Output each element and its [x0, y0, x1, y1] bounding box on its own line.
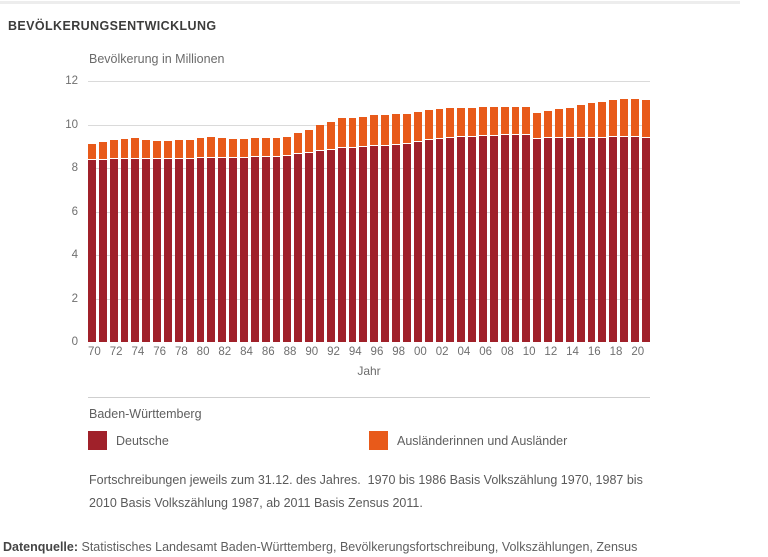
- x-tick-slot-2007: [495, 346, 498, 358]
- segment-auslaender-2018: [609, 100, 617, 137]
- segment-auslaender-2005: [468, 108, 476, 137]
- segment-deutsche-2010: [522, 135, 530, 342]
- segment-auslaender-1981: [207, 137, 215, 158]
- bar-1992: [327, 122, 335, 342]
- x-tick-2012: 12: [544, 346, 558, 358]
- bar-2017: [598, 102, 606, 342]
- segment-deutsche-1977: [164, 159, 172, 342]
- segment-deutsche-1976: [153, 159, 161, 342]
- segment-deutsche-2021: [642, 138, 650, 342]
- bar-1996: [370, 115, 378, 342]
- segment-deutsche-2015: [577, 138, 585, 342]
- x-tick-1996: 96: [370, 346, 384, 358]
- segment-auslaender-1992: [327, 122, 335, 150]
- bar-2018: [609, 100, 617, 342]
- segment-deutsche-1993: [338, 148, 346, 342]
- bar-1975: [142, 140, 150, 342]
- x-tick-1998: 98: [392, 346, 406, 358]
- x-tick-slot-2004: [457, 346, 470, 358]
- x-tick-1994: 94: [348, 346, 362, 358]
- top-divider: [0, 1, 740, 4]
- bar-1986: [262, 138, 270, 342]
- segment-auslaender-1986: [262, 138, 270, 157]
- x-tick-slot-1971: [104, 346, 107, 358]
- segment-auslaender-2015: [577, 105, 585, 138]
- segment-deutsche-1989: [294, 154, 302, 342]
- segment-auslaender-1973: [121, 139, 129, 159]
- bar-2014: [566, 108, 574, 342]
- x-tick-slot-1997: [386, 346, 389, 358]
- bar-1985: [251, 138, 259, 342]
- segment-auslaender-2011: [533, 113, 541, 139]
- x-tick-slot-2002: [436, 346, 449, 358]
- x-tick-slot-2018: [610, 346, 623, 358]
- segment-auslaender-2013: [555, 109, 563, 138]
- x-tick-slot-2000: [414, 346, 427, 358]
- bar-1997: [381, 115, 389, 342]
- x-tick-2018: 18: [609, 346, 623, 358]
- bar-1987: [273, 138, 281, 342]
- y-tick-0: 0: [71, 336, 78, 348]
- bar-2006: [479, 107, 487, 342]
- bar-1978: [175, 140, 183, 342]
- segment-deutsche-2002: [436, 139, 444, 342]
- bar-1977: [164, 141, 172, 342]
- segment-auslaender-1984: [240, 139, 248, 158]
- x-tick-slot-2020: [631, 346, 644, 358]
- segment-auslaender-1975: [142, 140, 150, 159]
- segment-deutsche-2016: [588, 138, 596, 342]
- segment-auslaender-2012: [544, 111, 552, 138]
- bar-1991: [316, 125, 324, 342]
- x-tick-1972: 72: [109, 346, 123, 358]
- segment-deutsche-1981: [207, 158, 215, 342]
- segment-auslaender-1974: [131, 138, 139, 159]
- segment-auslaender-2006: [479, 107, 487, 136]
- bar-1973: [121, 139, 129, 342]
- segment-auslaender-2004: [457, 108, 465, 137]
- bar-1993: [338, 118, 346, 342]
- x-tick-2002: 02: [435, 346, 449, 358]
- bar-2011: [533, 113, 541, 342]
- x-tick-slot-1989: [299, 346, 302, 358]
- segment-auslaender-1978: [175, 140, 183, 159]
- y-tick-12: 12: [65, 75, 78, 87]
- bar-2000: [414, 112, 422, 342]
- segment-auslaender-1982: [218, 138, 226, 158]
- x-tick-slot-2003: [452, 346, 455, 358]
- y-tick-8: 8: [71, 162, 78, 174]
- x-tick-slot-1970: [88, 346, 101, 358]
- x-tick-slot-2014: [566, 346, 579, 358]
- x-tick-1982: 82: [218, 346, 232, 358]
- x-tick-2004: 04: [457, 346, 471, 358]
- segment-auslaender-1988: [283, 137, 291, 156]
- bar-1989: [294, 133, 302, 342]
- segment-deutsche-1971: [99, 160, 107, 342]
- x-tick-2006: 06: [479, 346, 493, 358]
- y-tick-10: 10: [65, 118, 78, 131]
- segment-auslaender-1999: [403, 114, 411, 144]
- x-axis-title: Jahr: [357, 364, 381, 378]
- segment-deutsche-1979: [186, 159, 194, 342]
- source-line: [3, 540, 637, 554]
- x-tick-2020: 20: [631, 346, 645, 358]
- source-label: Datenquelle:: [3, 540, 79, 554]
- x-tick-slot-2021: [647, 346, 650, 358]
- footnote-line-2: 2010 Basis Volkszählung 1987, ab 2011 Basis Zensus 2011.: [89, 496, 423, 510]
- segment-auslaender-1980: [197, 138, 205, 158]
- x-tick-slot-2019: [625, 346, 628, 358]
- segment-deutsche-1998: [392, 145, 400, 342]
- segment-deutsche-1987: [273, 157, 281, 342]
- segment-deutsche-2005: [468, 137, 476, 342]
- x-tick-1986: 86: [261, 346, 275, 358]
- legend-label-deutsche: Deutsche: [116, 433, 169, 448]
- bar-1994: [349, 118, 357, 342]
- legend-label-auslaender: Ausländerinnen und Ausländer: [397, 433, 568, 448]
- population-chart-plot: [88, 81, 650, 342]
- footnote: [89, 469, 643, 515]
- segment-deutsche-1978: [175, 159, 183, 342]
- bar-1971: [99, 142, 107, 342]
- x-tick-slot-2015: [582, 346, 585, 358]
- bar-2005: [468, 108, 476, 342]
- x-tick-1976: 76: [153, 346, 166, 358]
- y-axis-title: Bevölkerung in Millionen: [89, 52, 225, 66]
- segment-auslaender-2016: [588, 103, 596, 138]
- bar-2021: [642, 100, 650, 342]
- x-tick-slot-1998: [392, 346, 405, 358]
- bar-1970: [88, 144, 96, 342]
- bar-1979: [186, 140, 194, 342]
- x-tick-slot-1996: [371, 346, 384, 358]
- segment-deutsche-1988: [283, 156, 291, 342]
- segment-deutsche-1980: [197, 158, 205, 342]
- x-tick-slot-1980: [197, 346, 210, 358]
- x-tick-slot-1986: [262, 346, 275, 358]
- segment-auslaender-2009: [512, 107, 520, 135]
- bar-2016: [588, 103, 596, 342]
- bar-1983: [229, 139, 237, 342]
- segment-deutsche-2020: [631, 137, 639, 342]
- segment-auslaender-2010: [522, 107, 530, 135]
- bar-2003: [446, 108, 454, 342]
- x-tick-1988: 88: [283, 346, 297, 358]
- bar-2004: [457, 108, 465, 342]
- bar-1980: [197, 138, 205, 342]
- segment-deutsche-2001: [425, 140, 433, 342]
- x-tick-slot-2008: [501, 346, 514, 358]
- x-tick-1984: 84: [240, 346, 253, 358]
- segment-deutsche-1973: [121, 159, 129, 342]
- segment-auslaender-1985: [251, 138, 259, 157]
- region-label: Baden-Württemberg: [89, 407, 202, 421]
- segment-auslaender-1991: [316, 125, 324, 151]
- segment-deutsche-1972: [110, 159, 118, 342]
- segment-auslaender-2019: [620, 99, 628, 137]
- segment-auslaender-2008: [501, 107, 509, 135]
- x-tick-slot-2012: [544, 346, 557, 358]
- bar-1981: [207, 137, 215, 342]
- segment-deutsche-2006: [479, 136, 487, 342]
- segment-deutsche-2007: [490, 136, 498, 342]
- x-tick-2010: 10: [522, 346, 536, 358]
- x-tick-slot-1995: [365, 346, 368, 358]
- x-tick-slot-1994: [349, 346, 362, 358]
- x-tick-2000: 00: [414, 346, 427, 358]
- segment-deutsche-2003: [446, 138, 454, 342]
- bar-2013: [555, 109, 563, 342]
- x-tick-2014: 14: [566, 346, 579, 358]
- x-tick-slot-2011: [538, 346, 541, 358]
- segment-deutsche-2013: [555, 138, 563, 342]
- segment-deutsche-2012: [544, 138, 552, 342]
- x-tick-slot-2005: [473, 346, 476, 358]
- segment-auslaender-1977: [164, 141, 172, 159]
- bar-2001: [425, 110, 433, 342]
- source-text: Statistisches Landesamt Baden-Württemberg, Bevölkerungsfortschreibung, Volkszählungen, Zensus: [78, 540, 638, 554]
- segment-deutsche-2008: [501, 135, 509, 342]
- segment-auslaender-2003: [446, 108, 454, 138]
- segment-deutsche-1994: [349, 148, 357, 342]
- bar-1974: [131, 138, 139, 342]
- x-tick-slot-1975: [147, 346, 150, 358]
- x-tick-slot-1985: [256, 346, 259, 358]
- x-tick-slot-1972: [110, 346, 123, 358]
- y-tick-4: 4: [71, 249, 78, 261]
- x-tick-slot-1988: [284, 346, 297, 358]
- segment-deutsche-1985: [251, 157, 259, 342]
- x-tick-slot-1973: [126, 346, 129, 358]
- segment-deutsche-1974: [131, 159, 139, 342]
- segment-auslaender-1993: [338, 118, 346, 148]
- x-tick-slot-1991: [321, 346, 324, 358]
- x-tick-1980: 80: [196, 346, 210, 358]
- bar-1995: [359, 117, 367, 342]
- segment-auslaender-1998: [392, 114, 400, 145]
- y-axis-labels: [0, 75, 80, 348]
- bar-2019: [620, 99, 628, 342]
- x-tick-slot-1976: [153, 346, 166, 358]
- segment-deutsche-1995: [359, 147, 367, 342]
- x-tick-slot-1999: [408, 346, 411, 358]
- segment-auslaender-2017: [598, 102, 606, 138]
- segment-deutsche-2018: [609, 137, 617, 342]
- segment-deutsche-2000: [414, 142, 422, 342]
- bar-1976: [153, 141, 161, 342]
- segment-auslaender-2007: [490, 107, 498, 136]
- x-tick-1992: 92: [327, 346, 340, 358]
- segment-deutsche-1997: [381, 146, 389, 342]
- x-tick-slot-2006: [479, 346, 492, 358]
- x-tick-slot-2017: [604, 346, 607, 358]
- segment-auslaender-2020: [631, 99, 639, 137]
- segment-auslaender-2001: [425, 110, 433, 140]
- legend-item-auslaender: [369, 431, 567, 450]
- x-axis-labels: [88, 346, 650, 358]
- footnote-line-1: Fortschreibungen jeweils zum 31.12. des Jahres. 1970 bis 1986 Basis Volkszählung 1970, 1987 bis: [89, 473, 643, 487]
- bar-1998: [392, 114, 400, 342]
- segment-auslaender-1983: [229, 139, 237, 158]
- x-tick-2008: 08: [500, 346, 514, 358]
- bar-1972: [110, 140, 118, 342]
- x-tick-slot-1977: [169, 346, 172, 358]
- segment-auslaender-1971: [99, 142, 107, 160]
- segment-deutsche-2017: [598, 138, 606, 342]
- segment-auslaender-1997: [381, 115, 389, 146]
- legend-item-deutsche: [88, 431, 169, 450]
- segment-deutsche-1986: [262, 157, 270, 342]
- bar-2010: [522, 107, 530, 342]
- x-tick-slot-2016: [588, 346, 601, 358]
- segment-deutsche-1991: [316, 151, 324, 342]
- segment-auslaender-2002: [436, 109, 444, 139]
- segment-deutsche-1975: [142, 159, 150, 342]
- bar-2002: [436, 109, 444, 342]
- x-tick-slot-1987: [278, 346, 281, 358]
- segment-deutsche-2004: [457, 137, 465, 342]
- segment-deutsche-1990: [305, 153, 313, 342]
- page-title: BEVÖLKERUNGSENTWICKLUNG: [8, 19, 217, 33]
- segment-auslaender-1987: [273, 138, 281, 157]
- x-tick-1990: 90: [305, 346, 319, 358]
- segment-auslaender-2021: [642, 100, 650, 138]
- x-tick-slot-2009: [517, 346, 520, 358]
- bar-1982: [218, 138, 226, 342]
- x-tick-slot-2010: [523, 346, 536, 358]
- bar-2015: [577, 105, 585, 342]
- x-tick-2016: 16: [587, 346, 601, 358]
- segment-auslaender-2000: [414, 112, 422, 142]
- bar-1984: [240, 139, 248, 342]
- bar-2009: [512, 107, 520, 342]
- x-tick-slot-1979: [191, 346, 194, 358]
- segment-deutsche-2011: [533, 139, 541, 342]
- x-tick-slot-1984: [240, 346, 253, 358]
- x-tick-slot-1983: [234, 346, 237, 358]
- x-tick-slot-1990: [305, 346, 318, 358]
- stacked-bars: [88, 81, 650, 342]
- segment-deutsche-1970: [88, 160, 96, 342]
- segment-auslaender-1996: [370, 115, 378, 146]
- x-tick-slot-1978: [175, 346, 188, 358]
- segment-deutsche-1996: [370, 146, 378, 342]
- legend-swatch-deutsche: [88, 431, 107, 450]
- segment-deutsche-2009: [512, 135, 520, 342]
- bar-2008: [501, 107, 509, 342]
- segment-deutsche-1992: [327, 150, 335, 342]
- legend-swatch-auslaender: [369, 431, 388, 450]
- segment-deutsche-1983: [229, 158, 237, 342]
- segment-deutsche-2014: [566, 138, 574, 342]
- segment-auslaender-1979: [186, 140, 194, 159]
- segment-auslaender-1994: [349, 118, 357, 148]
- bar-1988: [283, 137, 291, 342]
- bar-2020: [631, 99, 639, 342]
- segment-auslaender-1990: [305, 130, 313, 153]
- segment-auslaender-1989: [294, 133, 302, 154]
- bar-2007: [490, 107, 498, 342]
- x-tick-1974: 74: [131, 346, 145, 358]
- x-tick-slot-1974: [131, 346, 144, 358]
- x-tick-slot-2013: [560, 346, 563, 358]
- segment-auslaender-2014: [566, 108, 574, 138]
- y-tick-6: 6: [71, 205, 78, 218]
- bar-1999: [403, 114, 411, 342]
- segment-deutsche-2019: [620, 137, 628, 342]
- x-tick-slot-1992: [327, 346, 340, 358]
- x-tick-1970: 70: [88, 346, 101, 358]
- y-tick-2: 2: [71, 292, 78, 305]
- segment-deutsche-1984: [240, 158, 248, 342]
- segment-auslaender-1972: [110, 140, 118, 159]
- bar-1990: [305, 130, 313, 342]
- x-tick-slot-1981: [212, 346, 215, 358]
- x-tick-slot-1982: [218, 346, 231, 358]
- segment-auslaender-1970: [88, 144, 96, 160]
- segment-deutsche-1982: [218, 158, 226, 342]
- x-tick-slot-1993: [343, 346, 346, 358]
- segment-auslaender-1976: [153, 141, 161, 159]
- bar-2012: [544, 111, 552, 342]
- segment-auslaender-1995: [359, 117, 367, 147]
- x-tick-slot-2001: [430, 346, 433, 358]
- x-tick-1978: 78: [174, 346, 188, 358]
- legend-divider: [88, 397, 650, 398]
- segment-deutsche-1999: [403, 144, 411, 342]
